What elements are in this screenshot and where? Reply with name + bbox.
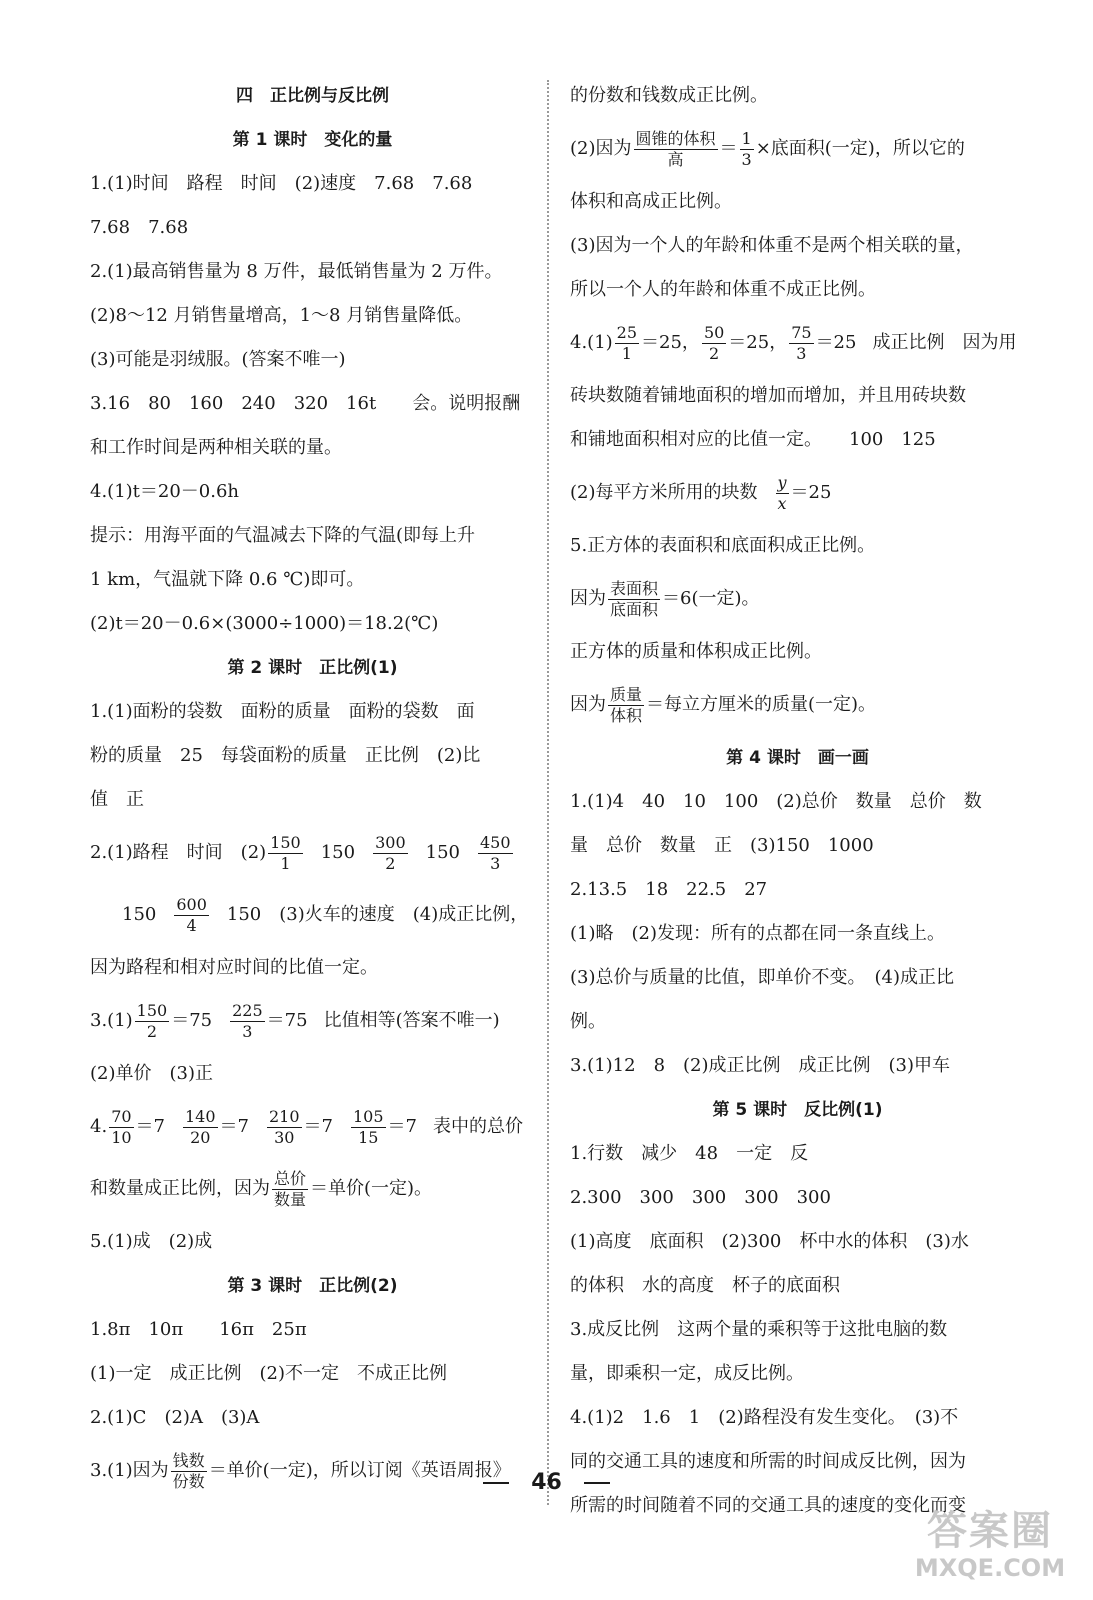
text: 3.(1) [90,1010,133,1031]
text-line: 值 正 [90,789,144,810]
text-line: 砖块数随着铺地面积的增加而增加，并且用砖块数 [570,385,966,406]
value: 150 [320,842,356,863]
text-line: 1.(1)4 40 10 100 (2)总价 数量 总价 数 [570,791,982,812]
fraction: $\frac{150}{1}$ [270,832,301,873]
text-line: 3.成反比例 这两个量的乘积等于这批电脑的数 [570,1319,948,1340]
text-line: (1)高度 底面积 (2)300 杯中水的体积 (3)水 [570,1231,969,1252]
value: ＝7 [387,1116,417,1137]
text-line: 的体积 水的高度 杯子的底面积 [570,1275,840,1296]
text: 3.(1)因为 [90,1460,169,1481]
value: ＝75 [266,1010,308,1031]
text: 成正比例 因为用 [872,332,1017,353]
text: 比值相等(答案不唯一) [323,1010,500,1031]
fraction: $\frac{600}{4}$ [176,894,207,935]
text: ＝ [719,138,738,159]
fraction: $\frac{300}{2}$ [375,832,406,873]
lesson-1-title: 第 1 课时 变化的量 [232,130,393,150]
formula-line [570,674,1025,736]
text: 2.(1)路程 时间 (2) [90,842,267,863]
value: 150 [122,904,157,925]
text: (2)每平方米所用的块数 [570,482,758,503]
fraction: $\frac{150}{2}$ [136,1000,168,1041]
text-line: (3)可能是羽绒服。(答案不唯一) [90,349,346,370]
formula-line [570,462,1025,524]
text-line: 和铺地面积相对应的比值一定。 100 125 [570,429,936,450]
text: ＝25 [790,482,832,503]
formula-line [90,1158,535,1220]
text-line: 1.行数 减少 48 一定 反 [570,1143,809,1164]
fraction: $\frac{25}{1}$ [616,322,638,363]
text: 4. [90,1116,108,1137]
value: ＝25， [641,332,700,353]
text: 因为 [570,588,606,609]
fraction: $\frac{450}{3}$ [479,832,511,873]
unit-title: 四 正比例与反比例 [236,86,389,106]
formula-line [570,312,1025,374]
footer-dash-right [584,1482,610,1484]
value: 150 [425,842,460,863]
column-divider [547,80,549,1505]
text: 表中的总价 [433,1116,523,1137]
value: ＝75 [171,1010,213,1031]
text: 150 (3)火车的速度 (4)成正比例， [226,904,529,925]
fraction: $\frac{\text{质量}}{\text{体积}}$ [610,684,643,725]
fraction: $\frac{210}{30}$ [269,1106,300,1147]
fraction: $\frac{140}{20}$ [185,1106,216,1147]
value: ＝7 [303,1116,333,1137]
text-line: 所需的时间随着不同的交通工具的速度的变化而变 [570,1495,966,1516]
text: 和数量成正比例，因为 [90,1178,270,1199]
fraction: $\frac{\text{圆锥的体积}}{\text{高}}$ [635,128,716,169]
text-line: 1.(1)时间 路程 时间 (2)速度 7.68 7.68 [90,173,473,194]
value: ＝7 [219,1116,249,1137]
fraction: $\frac{y}{x}$ [777,472,787,513]
fraction: $\frac{\text{钱数}}{\text{份数}}$ [172,1450,205,1491]
fraction: $\frac{225}{3}$ [232,1000,263,1041]
text-line: 正方体的质量和体积成正比例。 [570,641,822,662]
text-line: 2.300 300 300 300 300 [570,1187,831,1208]
formula-line [90,884,535,946]
text: (2)因为 [570,138,632,159]
text: ＝单价(一定)。 [310,1178,433,1199]
fraction: $\frac{1}{3}$ [741,128,752,169]
text-line: 4.(1)2 1.6 1 (2)路程没有发生变化。 (3)不 [570,1407,959,1428]
formula-line [570,118,1025,180]
fraction: $\frac{50}{2}$ [703,322,725,363]
text-line: 量 总价 数量 正 (3)150 1000 [570,835,874,856]
page-number: 46 [531,1470,562,1495]
formula-line [570,568,1025,630]
text-line: (3)因为一个人的年龄和体重不是两个相关联的量， [570,235,974,256]
text-line: 同的交通工具的速度和所需的时间成反比例，因为 [570,1451,966,1472]
page-footer [0,1470,1093,1495]
fraction: $\frac{75}{3}$ [791,322,812,363]
text-line: (3)总价与质量的比值，即单价不变。 (4)成正比 [570,967,954,988]
text: 4.(1) [570,332,613,353]
lesson-3-title: 第 3 课时 正比例(2) [227,1276,398,1296]
text-line: (2)8～12 月销售量增高，1～8 月销售量降低。 [90,305,473,326]
text-line: 提示：用海平面的气温减去下降的气温(即每上升 [90,525,476,546]
text-line: 因为路程和相对应时间的比值一定。 [90,957,378,978]
value: ＝25 [815,332,857,353]
text-line: 粉的质量 25 每袋面粉的质量 正比例 (2)比 [90,745,481,766]
text-line: 量，即乘积一定，成反比例。 [570,1363,804,1384]
formula-line [90,990,535,1052]
text: ×底面积(一定)，所以它的 [755,138,965,159]
lesson-5-title: 第 5 课时 反比例(1) [712,1100,883,1120]
text-line: 例。 [570,1011,606,1032]
left-column [90,74,535,1502]
text-line: 1.(1)面粉的袋数 面粉的质量 面粉的袋数 面 [90,701,475,722]
text-line: 3.16 80 160 240 320 16t 会。说明报酬 [90,393,521,414]
fraction: $\frac{70}{10}$ [111,1106,132,1147]
lesson-4-title: 第 4 课时 画一画 [726,748,869,768]
right-column [570,74,1025,1528]
text: ＝6(一定)。 [662,588,760,609]
value: ＝25， [728,332,788,353]
text-line: 7.68 7.68 [90,217,189,238]
text: ＝每立方厘米的质量(一定)。 [646,694,877,715]
formula-line [90,1096,535,1158]
text-line: 2.(1)C (2)A (3)A [90,1407,260,1428]
footer-dash-left [483,1482,509,1484]
text-line: 4.(1)t＝20－0.6h [90,481,240,502]
text-line: (2)t＝20－0.6×(3000÷1000)＝18.2(℃) [90,613,439,634]
text-line: 和工作时间是两种相关联的量。 [90,437,342,458]
watermark-url: MXQE.COM [914,1554,1066,1582]
text-line: 3.(1)12 8 (2)成正比例 成正比例 (3)甲车 [570,1055,951,1076]
text-line: 体积和高成正比例。 [570,191,732,212]
text-line: (1)一定 成正比例 (2)不一定 不成正比例 [90,1363,447,1384]
fraction: $\frac{\text{总价}}{\text{数量}}$ [274,1168,307,1209]
text: 因为 [570,694,606,715]
value: ＝7 [135,1116,165,1137]
text-line: (2)单价 (3)正 [90,1063,213,1084]
text-line: 的份数和钱数成正比例。 [570,85,768,106]
lesson-2-title: 第 2 课时 正比例(1) [227,658,398,678]
formula-line [90,822,535,884]
text-line: 5.正方体的表面积和底面积成正比例。 [570,535,876,556]
fraction: $\frac{\text{表面积}}{\text{底面积}}$ [610,578,659,619]
watermark-logo [900,1508,1080,1588]
text-line: 2.(1)最高销售量为 8 万件，最低销售量为 2 万件。 [90,261,503,282]
text: ＝单价(一定)，所以订阅《英语周报》 [208,1460,511,1481]
text-line: 2.13.5 18 22.5 27 [570,879,768,900]
watermark-text: 答案圈 [927,1508,1053,1554]
text-line: (1)略 (2)发现：所有的点都在同一条直线上。 [570,923,945,944]
text-line: 所以一个人的年龄和体重不成正比例。 [570,279,876,300]
text-line: 5.(1)成 (2)成 [90,1231,213,1252]
text-line: 1 km，气温就下降 0.6 ℃)即可。 [90,569,365,590]
text-line: 1.8π 10π 16π 25π [90,1319,307,1340]
fraction: $\frac{105}{15}$ [353,1106,384,1147]
